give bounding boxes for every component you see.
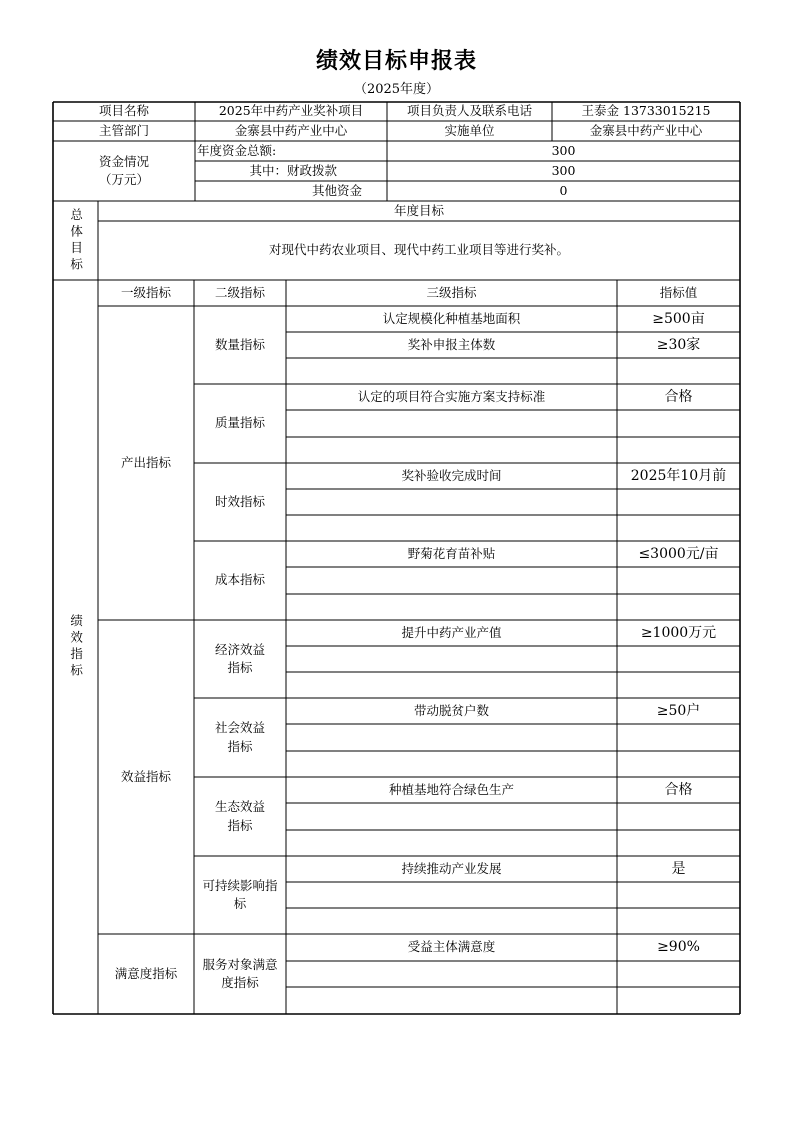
level3-indicator: 受益主体满意度 xyxy=(407,939,496,955)
level3-indicator xyxy=(286,672,617,698)
page-subtitle-year: （2025年度） xyxy=(353,82,440,97)
level2-quantity: 数量指标 xyxy=(214,336,265,352)
dept-label: 主管部门 xyxy=(98,122,149,138)
indicator-value: ≥500亩 xyxy=(652,310,705,327)
indicator-value: ≥1000万元 xyxy=(640,624,717,641)
indicator-value xyxy=(617,987,740,1014)
indicator-value xyxy=(617,410,740,437)
level2-service: 服务对象满意度指标 xyxy=(202,956,278,990)
level1-satisfaction: 满意度指标 xyxy=(114,965,178,981)
level3-indicator xyxy=(286,437,617,463)
goal-text: 对现代中药农业项目、现代中药工业项目等进行奖补。 xyxy=(268,242,569,258)
level3-indicator xyxy=(286,830,617,856)
col-header-value: 指标值 xyxy=(659,284,698,300)
indicator-value xyxy=(617,437,740,463)
project-name-value: 2025年中药产业奖补项目 xyxy=(218,103,364,119)
level3-indicator: 提升中药产业产值 xyxy=(401,624,502,640)
level3-indicator: 认定的项目符合实施方案支持标准 xyxy=(357,388,546,404)
level3-indicator xyxy=(286,410,617,437)
level3-indicator xyxy=(286,751,617,777)
funds-label xyxy=(53,141,195,201)
goal-label: 总体目标 xyxy=(68,207,84,274)
funds-other-label: 其他资金 xyxy=(311,182,362,198)
indicator-value: 是 xyxy=(671,860,686,877)
funds-fiscal-label: 其中：财政拨款 xyxy=(249,162,337,178)
indicator-value xyxy=(617,908,740,934)
level1-output: 产出指标 xyxy=(120,454,171,470)
level1-benefit: 效益指标 xyxy=(120,768,171,784)
level2-cost: 成本指标 xyxy=(214,572,265,588)
level2-ecological: 生态效益指标 xyxy=(214,799,265,833)
indicator-value: ≥30家 xyxy=(656,336,701,353)
project-name-label: 项目名称 xyxy=(98,103,149,119)
indicator-value: ≥50户 xyxy=(656,702,701,719)
col-header-level2: 二级指标 xyxy=(214,284,265,300)
indicator-value xyxy=(617,646,740,672)
indicator-value xyxy=(617,724,740,751)
level2-timeliness: 时效指标 xyxy=(214,493,265,509)
level3-indicator xyxy=(286,961,617,987)
funds-other-value: 0 xyxy=(559,182,568,198)
indicator-value xyxy=(617,358,740,384)
level2-social: 社会效益指标 xyxy=(214,720,265,754)
funds-total-value: 300 xyxy=(551,142,576,158)
indicator-value: ≥90% xyxy=(657,939,700,956)
level3-indicator: 种植基地符合绿色生产 xyxy=(388,781,514,797)
level3-indicator xyxy=(286,358,617,384)
indicators-label: 绩效指标 xyxy=(68,614,84,680)
level3-indicator: 奖补验收完成时间 xyxy=(401,467,502,483)
col-header-level3: 三级指标 xyxy=(426,284,477,300)
col-header-level1: 一级指标 xyxy=(120,284,171,300)
level2-quality: 质量指标 xyxy=(214,415,265,431)
level3-indicator xyxy=(286,567,617,594)
indicator-value xyxy=(617,751,740,777)
funds-label-text: 资金情况 xyxy=(98,153,149,169)
indicator-value xyxy=(617,961,740,987)
level3-indicator xyxy=(286,908,617,934)
unit-label: 实施单位 xyxy=(444,122,495,138)
funds-unit-text: （万元） xyxy=(98,172,149,187)
level3-indicator xyxy=(286,987,617,1014)
indicator-value: 合格 xyxy=(664,781,693,798)
indicator-value xyxy=(617,567,740,594)
funds-total-label: 年度资金总额: xyxy=(197,142,277,158)
level3-indicator xyxy=(286,646,617,672)
level3-indicator xyxy=(286,724,617,751)
level3-indicator xyxy=(286,803,617,830)
goal-header: 年度目标 xyxy=(393,202,444,218)
funds-fiscal-value: 300 xyxy=(551,162,576,178)
unit-value: 金寨县中药产业中心 xyxy=(589,122,703,138)
level3-indicator xyxy=(286,882,617,908)
level3-indicator: 认定规模化种植基地面积 xyxy=(382,310,521,326)
indicator-value: 2025年10月前 xyxy=(630,467,727,484)
level3-indicator xyxy=(286,489,617,515)
dept-value: 金寨县中药产业中心 xyxy=(234,122,348,138)
indicator-value: ≤3000元/亩 xyxy=(638,545,719,562)
level2-sustain: 可持续影响指标 xyxy=(202,877,278,911)
level3-indicator: 奖补申报主体数 xyxy=(407,336,496,352)
indicator-value xyxy=(617,672,740,698)
indicator-value xyxy=(617,489,740,515)
indicator-value xyxy=(617,803,740,830)
indicator-value xyxy=(617,882,740,908)
page-title: 绩效目标申报表 xyxy=(315,49,477,74)
level3-indicator xyxy=(286,594,617,620)
level3-indicator: 野菊花育苗补贴 xyxy=(407,545,496,561)
level3-indicator xyxy=(286,515,617,541)
project-contact-value: 王泰金 13733015215 xyxy=(581,103,711,119)
level3-indicator: 带动脱贫户数 xyxy=(413,702,489,718)
indicator-value xyxy=(617,594,740,620)
project-contact-label: 项目负责人及联系电话 xyxy=(406,103,532,119)
level3-indicator: 持续推动产业发展 xyxy=(401,860,502,876)
indicator-value xyxy=(617,515,740,541)
level2-economic: 经济效益指标 xyxy=(214,641,265,675)
indicator-value: 合格 xyxy=(664,388,693,405)
indicator-value xyxy=(617,830,740,856)
